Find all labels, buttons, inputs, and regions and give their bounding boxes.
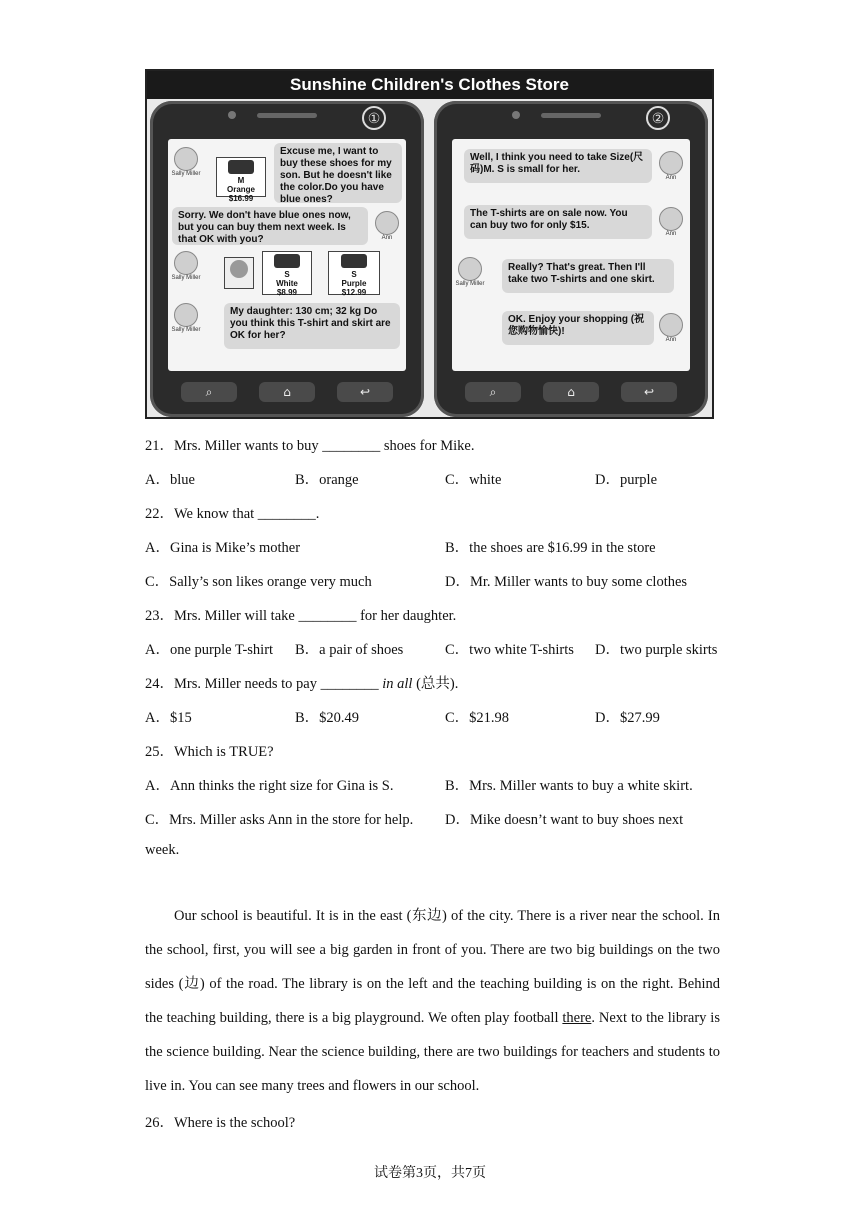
phone-number-1: ① [362,106,386,130]
option[interactable]: D．purple [595,472,658,488]
phone-1-screen [168,139,406,371]
sally-avatar: Sally Miller [455,257,485,291]
back-icon[interactable]: ↩ [337,382,393,402]
option[interactable]: A．$15 [145,710,192,726]
phone-2 [434,101,708,417]
skirt-card: S Purple $12.99 [328,251,380,295]
option[interactable]: A．Gina is Mike’s mother [145,540,301,556]
option[interactable]: B．orange [295,472,359,488]
question-22: 22．We know that ________. [145,506,320,522]
page-footer: 试卷第3页，共7页 [374,1166,486,1181]
chat-bubble: The T-shirts are on sale now. You can buy two for only $15. [464,205,652,239]
phone-number-2: ② [646,106,670,130]
thumb-card [224,257,254,289]
ann-avatar: Ann [372,211,402,245]
chat-bubble: Well, I think you need to take Size(尺码)M. S is small for her. [464,149,652,183]
option[interactable]: C．$21.98 [445,710,510,726]
chat-bubble: Sorry. We don't have blue ones now, but you can buy them next week. Is that OK with you? [172,207,368,245]
figure-title: Sunshine Children's Clothes Store [147,71,712,99]
option[interactable]: C．two white T-shirts [445,642,574,658]
shoe-card: M Orange $16.99 [216,157,266,197]
option[interactable]: A．Ann thinks the right size for Gina is S. [145,778,394,794]
option[interactable]: A．one purple T-shirt [145,642,274,658]
phone-2-screen [452,139,690,371]
chat-bubble: OK. Enjoy your shopping (祝您购物愉快)! [502,311,654,345]
question-26: 26．Where is the school? [145,1115,296,1131]
option[interactable]: B．a pair of shoes [295,642,404,658]
question-24: 24．Mrs. Miller needs to pay ________ in all (总共). [145,676,459,692]
option[interactable]: B．the shoes are $16.99 in the store [445,540,656,556]
ann-avatar: Ann [656,151,686,185]
option[interactable]: C．white [445,472,502,488]
phone-1 [150,101,424,417]
sally-avatar: Sally Miller [171,147,201,181]
option[interactable]: D．Mr. Miller wants to buy some clothes [445,574,688,590]
search-icon[interactable]: ⌕ [181,382,237,402]
sally-avatar: Sally Miller [171,303,201,337]
tshirt-card: S White $8.99 [262,251,312,295]
option[interactable]: D．Mike doesn’t want to buy shoes next [445,812,684,828]
option[interactable]: C．Mrs. Miller asks Ann in the store for help. [145,812,414,828]
question-25: 25．Which is TRUE? [145,744,274,760]
option[interactable]: D．$27.99 [595,710,660,726]
back-icon[interactable]: ↩ [621,382,677,402]
ann-avatar: Ann [656,207,686,241]
option[interactable]: B．Mrs. Miller wants to buy a white skirt. [445,778,693,794]
chat-bubble: Really? That's great. Then I'll take two T-shirts and one skirt. [502,259,674,293]
option-continuation: week. [145,842,180,858]
ann-avatar: Ann [656,313,686,347]
option[interactable]: C．Sally’s son likes orange very much [145,574,372,590]
store-chat-figure [145,69,714,419]
search-icon[interactable]: ⌕ [465,382,521,402]
tshirt-icon [274,254,300,268]
question-21: 21．Mrs. Miller wants to buy ________ shoes for Mike. [145,438,475,454]
option[interactable]: D．two purple skirts [595,642,718,658]
option[interactable]: A．blue [145,472,195,488]
home-icon[interactable]: ⌂ [543,382,599,402]
sally-avatar: Sally Miller [171,251,201,285]
skirt-icon [341,254,367,268]
option[interactable]: B．$20.49 [295,710,360,726]
home-icon[interactable]: ⌂ [259,382,315,402]
chat-bubble: Excuse me, I want to buy these shoes for my son. But he doesn't like the color.Do you have blue ones? [274,143,402,203]
reading-passage: Our school is beautiful. It is in the east (东边) of the city. There is a river near the school. In the school, first, you will see a big garden in front of you. There are two big buildings on the two sides (边) of the road. The library is on the left and the teaching building is on the right. Behind the teaching building, there is a big playground. We often play football there. Next to the library is the science building. Near the science building, there are two buildings for teachers and students to live in. You can see many trees and flowers in our school. [145,908,720,1094]
question-23: 23．Mrs. Miller will take ________ for her daughter. [145,608,457,624]
underlined-word: there [562,1010,592,1026]
shoes-icon [228,160,254,174]
chat-bubble: My daughter: 130 cm; 32 kg Do you think this T-shirt and skirt are OK for her? [224,303,400,349]
